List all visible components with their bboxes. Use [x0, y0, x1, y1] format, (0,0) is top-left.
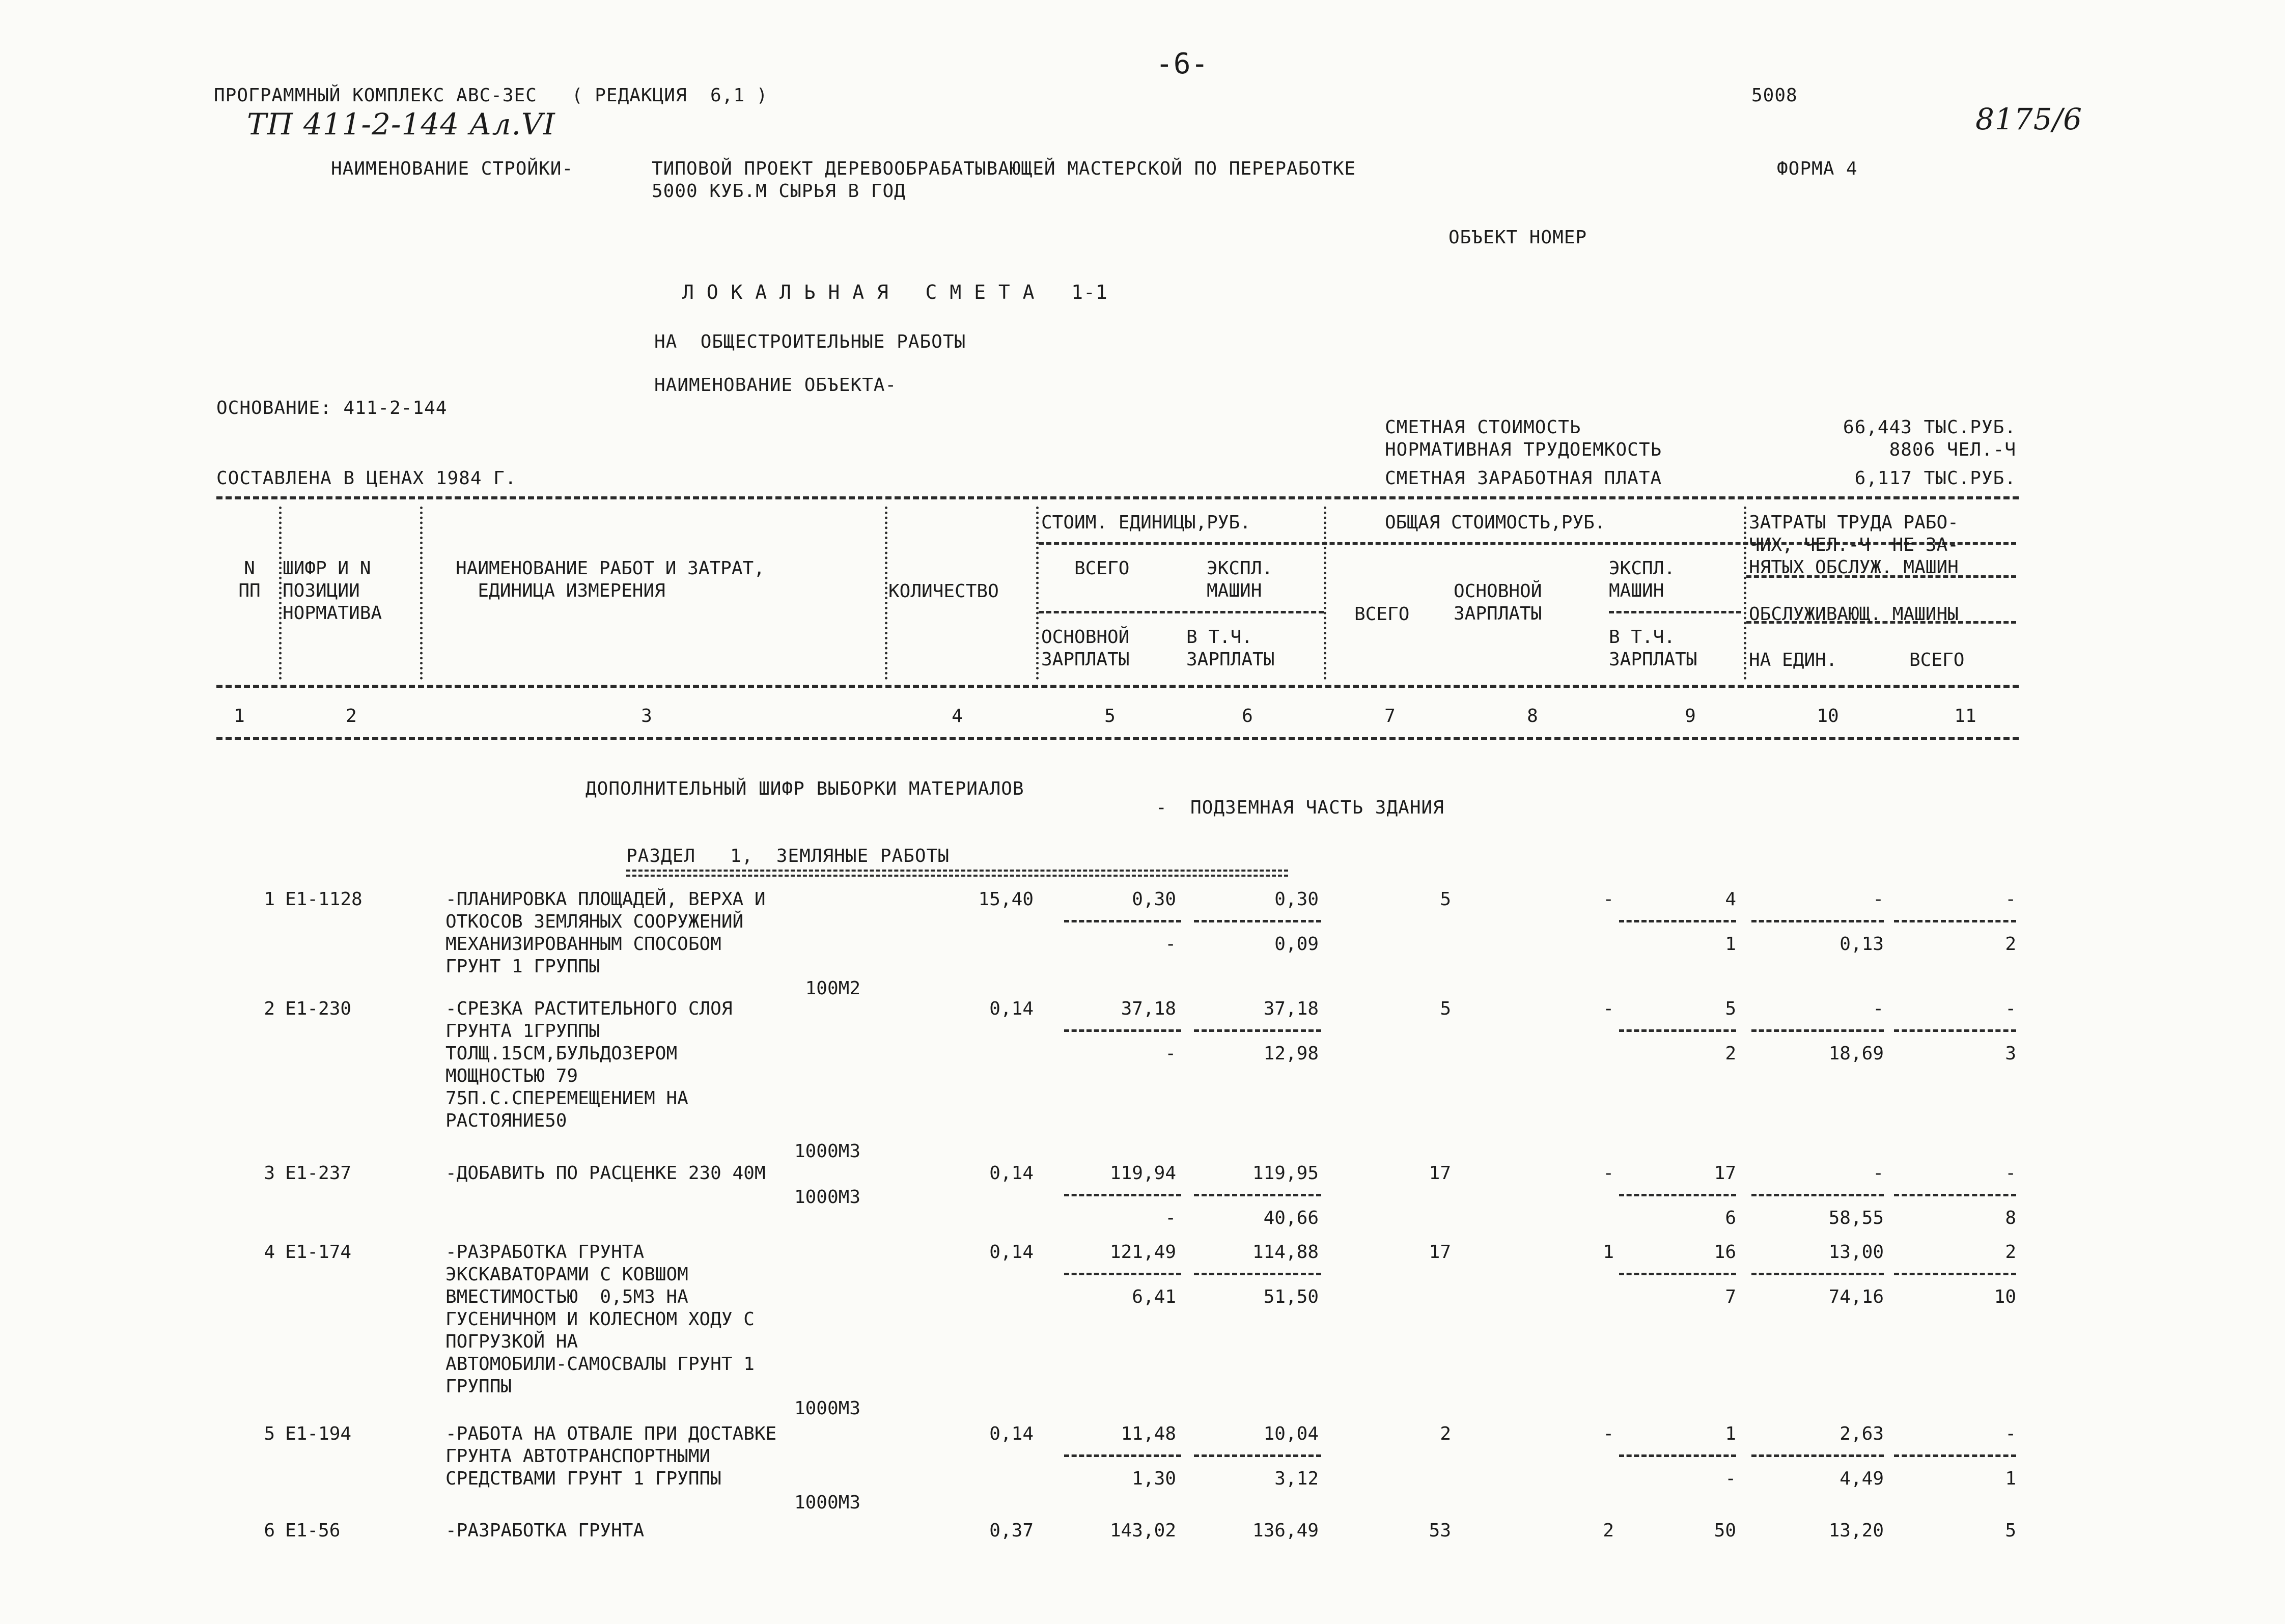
row-description: -РАЗРАБОТКА ГРУНТА [445, 1520, 645, 1541]
row-labor-unit: 2,63 [1840, 1423, 1884, 1444]
summary-value-2: 8806 ЧЕЛ.-Ч [1889, 439, 2016, 460]
row-base-salary: - [1603, 1163, 1614, 1184]
cell-divider [1894, 920, 2016, 922]
row-total: 5 [1440, 998, 1451, 1019]
header-total-expl: ЭКСПЛ. МАШИН [1609, 558, 1676, 601]
estimate-title: Л О К А Л Ь Н А Я С М Е Т А 1-1 [682, 281, 1108, 303]
cell-divider [1894, 1194, 2016, 1196]
column-separator [1324, 507, 1326, 680]
section-heading: РАЗДЕЛ 1, ЗЕМЛЯНЫЕ РАБОТЫ [626, 846, 950, 866]
row-total: 17 [1429, 1163, 1451, 1184]
column-number: 5 [1104, 706, 1116, 726]
header-labor-unit: НА ЕДИН. [1749, 650, 1837, 670]
row-unit-base: - [1165, 934, 1176, 955]
summary-label-2: НОРМАТИВНАЯ ТРУДОЕМКОСТЬ [1385, 439, 1662, 460]
handwritten-project: ТП 411-2-144 Ал.VI [247, 107, 555, 142]
materials-code: ДОПОЛНИТЕЛЬНЫЙ ШИФР ВЫБОРКИ МАТЕРИАЛОВ [586, 778, 1024, 799]
cell-divider [1194, 1454, 1321, 1457]
row-unit-total: 119,94 [1109, 1163, 1176, 1184]
estimate-subtitle: НА ОБЩЕСТРОИТЕЛЬНЫЕ РАБОТЫ [654, 331, 966, 352]
row-labor-total: - [2005, 998, 2016, 1019]
cell-divider [1064, 1454, 1181, 1457]
header-code: ШИФР И N ПОЗИЦИИ НОРМАТИВА [283, 558, 382, 624]
header-unit-incl: В Т.Ч. ЗАРПЛАТЫ [1186, 627, 1275, 670]
row-labor-unit: 13,00 [1828, 1242, 1884, 1263]
construction-text-1: ТИПОВОЙ ПРОЕКТ ДЕРЕВООБРАБАТЫВАЮЩЕЙ МАСТЕРСКОЙ ПО ПЕРЕРАБОТКЕ [652, 158, 1356, 179]
column-number: 8 [1527, 706, 1538, 726]
column-number: 2 [346, 706, 357, 726]
row-base-salary: 2 [1603, 1520, 1614, 1541]
cell-divider [1894, 1273, 2016, 1275]
row-code: Е1-174 [285, 1242, 352, 1263]
object-name: НАИМЕНОВАНИЕ ОБЪЕКТА- [654, 375, 897, 396]
header-total-cost: ОБЩАЯ СТОИМОСТЬ,РУБ. [1385, 512, 1606, 533]
object-number: ОБЪЕКТ НОМЕР [1448, 227, 1587, 248]
row-expl: 17 [1714, 1163, 1736, 1184]
row-expl: 50 [1714, 1520, 1736, 1541]
row-number: 4 [264, 1242, 275, 1263]
cell-divider [1194, 1029, 1321, 1032]
row-base-salary: - [1603, 889, 1614, 910]
row-labor-total: - [2005, 889, 2016, 910]
row-unit-incl: 12,98 [1263, 1043, 1319, 1064]
row-base-salary: - [1603, 998, 1614, 1019]
header-unit-base: ОСНОВНОЙ ЗАРПЛАТЫ [1041, 627, 1130, 670]
row-total: 5 [1440, 889, 1451, 910]
cell-divider [1751, 920, 1884, 922]
header-bottom-rule [216, 685, 2019, 688]
header-quantity: КОЛИЧЕСТВО [888, 581, 999, 602]
column-separator [420, 507, 423, 680]
row-unit-incl: 51,50 [1263, 1286, 1319, 1307]
row-unit-total: 0,30 [1132, 889, 1176, 910]
cell-divider [1894, 1454, 2016, 1457]
column-number: 3 [641, 706, 652, 726]
header-total-incl: В Т.Ч. ЗАРПЛАТЫ [1609, 627, 1697, 670]
summary-value-3: 6,117 ТЫС.РУБ. [1854, 468, 2016, 489]
row-labor-total-2: 8 [2005, 1208, 2016, 1228]
row-description: -РАБОТА НА ОТВАЛЕ ПРИ ДОСТАВКЕ ГРУНТА АВТОТРАНСПОРТНЫМИ СРЕДСТВАМИ ГРУНТ 1 ГРУППЫ [445, 1423, 777, 1489]
form-label: ФОРМА 4 [1777, 158, 1858, 179]
row-unit-expl: 10,04 [1263, 1423, 1319, 1444]
row-unit-total: 11,48 [1121, 1423, 1176, 1444]
row-number: 6 [264, 1520, 275, 1541]
row-incl-salary: 2 [1725, 1043, 1736, 1064]
cell-divider [1619, 1029, 1736, 1032]
code-right: 5008 [1751, 85, 1798, 106]
row-unit-base: 6,41 [1132, 1286, 1176, 1307]
row-labor-total-2: 10 [1994, 1286, 2016, 1307]
row-expl: 5 [1725, 998, 1736, 1019]
row-incl-salary: 1 [1725, 934, 1736, 955]
row-unit-base: 1,30 [1132, 1468, 1176, 1489]
row-labor-total-2: 1 [2005, 1468, 2016, 1489]
row-incl-salary: - [1725, 1468, 1736, 1489]
column-number: 9 [1685, 706, 1696, 726]
row-total: 2 [1440, 1423, 1451, 1444]
row-quantity: 0,14 [989, 1423, 1034, 1444]
row-unit-expl: 119,95 [1252, 1163, 1319, 1184]
column-number: 4 [952, 706, 963, 726]
row-unit-incl: 40,66 [1263, 1208, 1319, 1228]
row-unit-total: 121,49 [1109, 1242, 1176, 1263]
basis: ОСНОВАНИЕ: 411-2-144 [216, 398, 448, 418]
section-part: - ПОДЗЕМНАЯ ЧАСТЬ ЗДАНИЯ [1156, 797, 1444, 818]
row-number: 5 [264, 1423, 275, 1444]
cell-divider [1064, 1029, 1181, 1032]
prices-line: СОСТАВЛЕНА В ЦЕНАХ 1984 Г. [216, 468, 517, 489]
row-labor-unit-2: 58,55 [1828, 1208, 1884, 1228]
row-labor-total: - [2005, 1423, 2016, 1444]
row-unit-expl: 0,30 [1274, 889, 1319, 910]
summary-value-1: 66,443 ТЫС.РУБ. [1843, 417, 2016, 438]
row-labor-total-2: 2 [2005, 934, 2016, 955]
header-unit-expl: ЭКСПЛ. МАШИН [1207, 558, 1273, 601]
row-incl-salary: 6 [1725, 1208, 1736, 1228]
row-expl: 1 [1725, 1423, 1736, 1444]
row-labor-unit-2: 0,13 [1840, 934, 1884, 955]
row-labor-total-2: 3 [2005, 1043, 2016, 1064]
header-labor: ЗАТРАТЫ ТРУДА РАБО- ЧИХ, ЧЕЛ.-Ч НЕ ЗА- НЯТЫХ ОБСЛУЖ. МАШИН [1749, 512, 1959, 578]
row-unit-expl: 114,88 [1252, 1242, 1319, 1263]
cell-divider [1619, 1194, 1736, 1196]
header-labor-sub: ОБСЛУЖИВАЮЩ. МАШИНЫ [1749, 604, 1959, 625]
row-labor-unit-2: 74,16 [1828, 1286, 1884, 1307]
row-base-salary: - [1603, 1423, 1614, 1444]
header-total-base: ОСНОВНОЙ ЗАРПЛАТЫ [1454, 581, 1542, 624]
row-number: 3 [264, 1163, 275, 1184]
column-number: 1 [234, 706, 245, 726]
header-unit-total: ВСЕГО [1074, 558, 1130, 579]
row-expl: 16 [1714, 1242, 1736, 1263]
row-labor-unit: - [1873, 1163, 1884, 1184]
row-code: Е1-1128 [285, 889, 363, 910]
cell-divider [1194, 920, 1321, 922]
row-labor-unit: 13,20 [1828, 1520, 1884, 1541]
cell-divider [1064, 1273, 1181, 1275]
construction-text-2: 5000 КУБ.М СЫРЬЯ В ГОД [652, 181, 906, 202]
section-underline [626, 870, 1288, 877]
row-unit-incl: 3,12 [1274, 1468, 1319, 1489]
row-unit-expl: 136,49 [1252, 1520, 1319, 1541]
row-quantity: 0,37 [989, 1520, 1034, 1541]
row-description: -ДОБАВИТЬ ПО РАСЦЕНКЕ 230 40М [445, 1163, 766, 1184]
cell-divider [1619, 920, 1736, 922]
row-unit: 1000М3 [794, 1492, 860, 1513]
table-top-rule [216, 496, 2019, 499]
row-quantity: 0,14 [989, 998, 1034, 1019]
row-unit-base: - [1165, 1043, 1176, 1064]
column-number: 10 [1817, 706, 1839, 726]
header-unit-cost: СТОИМ. ЕДИНИЦЫ,РУБ. [1041, 512, 1251, 533]
cell-divider [1751, 1194, 1884, 1196]
summary-label-1: СМЕТНАЯ СТОИМОСТЬ [1385, 417, 1581, 438]
cell-divider [1751, 1454, 1884, 1457]
page-number: -6- [1156, 47, 1209, 80]
header-description: НАИМЕНОВАНИЕ РАБОТ И ЗАТРАТ, ЕДИНИЦА ИЗМЕРЕНИЯ [456, 558, 765, 601]
row-unit: 100М2 [805, 978, 860, 999]
header-inner-rule [1609, 611, 1741, 613]
cell-divider [1064, 920, 1181, 922]
header-n: N ПП [238, 558, 261, 601]
handwritten-number: 8175/6 [1975, 102, 2083, 136]
cell-divider [1751, 1029, 1884, 1032]
row-code: Е1-194 [285, 1423, 352, 1444]
row-code: Е1-230 [285, 998, 352, 1019]
cell-divider [1194, 1273, 1321, 1275]
cell-divider [1894, 1029, 2016, 1032]
summary-label-3: СМЕТНАЯ ЗАРАБОТНАЯ ПЛАТА [1385, 468, 1662, 489]
row-description: -РАЗРАБОТКА ГРУНТА ЭКСКАВАТОРАМИ С КОВШОМ ВМЕСТИМОСТЬЮ 0,5М3 НА ГУСЕНИЧНОМ И КОЛЕСНОМ ХОДУ С ПОГРУЗКОЙ НА АВТОМОБИЛИ-САМОСВАЛЫ ГРУНТ 1 ГРУППЫ [445, 1242, 755, 1397]
row-labor-total: - [2005, 1163, 2016, 1184]
row-unit-expl: 37,18 [1263, 998, 1319, 1019]
construction-label: НАИМЕНОВАНИЕ СТРОЙКИ- [331, 158, 574, 179]
header-inner-rule [1039, 611, 1324, 613]
row-base-salary: 1 [1603, 1242, 1614, 1263]
software-line: ПРОГРАММНЫЙ КОМПЛЕКС АВС-ЗЕС ( РЕДАКЦИЯ 6,1 ) [214, 85, 768, 106]
column-separator [279, 507, 282, 680]
column-number: 6 [1242, 706, 1253, 726]
row-labor-unit: - [1873, 998, 1884, 1019]
cell-divider [1619, 1454, 1736, 1457]
column-number: 11 [1954, 706, 1976, 726]
row-total: 53 [1429, 1520, 1451, 1541]
row-number: 2 [264, 998, 275, 1019]
row-quantity: 15,40 [978, 889, 1034, 910]
cell-divider [1194, 1194, 1321, 1196]
row-unit-base: - [1165, 1208, 1176, 1228]
row-unit: 1000М3 [794, 1187, 860, 1208]
cell-divider [1751, 1273, 1884, 1275]
header-labor-total: ВСЕГО [1909, 650, 1965, 670]
column-separator [1036, 507, 1039, 680]
row-description: -ПЛАНИРОВКА ПЛОЩАДЕЙ, ВЕРХА И ОТКОСОВ ЗЕМЛЯНЫХ СООРУЖЕНИЙ МЕХАНИЗИРОВАННЫМ СПОСОБОМ ГРУНТ 1 ГРУППЫ [445, 889, 766, 977]
row-labor-unit-2: 4,49 [1840, 1468, 1884, 1489]
row-total: 17 [1429, 1242, 1451, 1263]
row-expl: 4 [1725, 889, 1736, 910]
cell-divider [1064, 1194, 1181, 1196]
row-description: -СРЕЗКА РАСТИТЕЛЬНОГО СЛОЯ ГРУНТА 1ГРУППЫ ТОЛЩ.15СМ,БУЛЬДОЗЕРОМ МОЩНОСТЬЮ 79 75П.С.СПЕРЕМЕЩЕНИЕМ НА РАСТОЯНИЕ50 [445, 998, 733, 1131]
row-unit: 1000М3 [794, 1141, 860, 1162]
row-code: Е1-56 [285, 1520, 341, 1541]
row-quantity: 0,14 [989, 1163, 1034, 1184]
row-labor-unit-2: 18,69 [1828, 1043, 1884, 1064]
row-code: Е1-237 [285, 1163, 352, 1184]
cell-divider [1619, 1273, 1736, 1275]
row-labor-total: 2 [2005, 1242, 2016, 1263]
row-quantity: 0,14 [989, 1242, 1034, 1263]
row-unit: 1000М3 [794, 1398, 860, 1419]
row-unit-incl: 0,09 [1274, 934, 1319, 955]
column-separator [885, 507, 887, 680]
column-numbers-rule [216, 737, 2019, 740]
column-number: 7 [1384, 706, 1396, 726]
row-unit-total: 37,18 [1121, 998, 1176, 1019]
row-labor-total: 5 [2005, 1520, 2016, 1541]
row-labor-unit: - [1873, 889, 1884, 910]
row-unit-total: 143,02 [1109, 1520, 1176, 1541]
header-total-all: ВСЕГО [1354, 604, 1410, 625]
row-incl-salary: 7 [1725, 1286, 1736, 1307]
row-number: 1 [264, 889, 275, 910]
column-separator [1744, 507, 1746, 680]
